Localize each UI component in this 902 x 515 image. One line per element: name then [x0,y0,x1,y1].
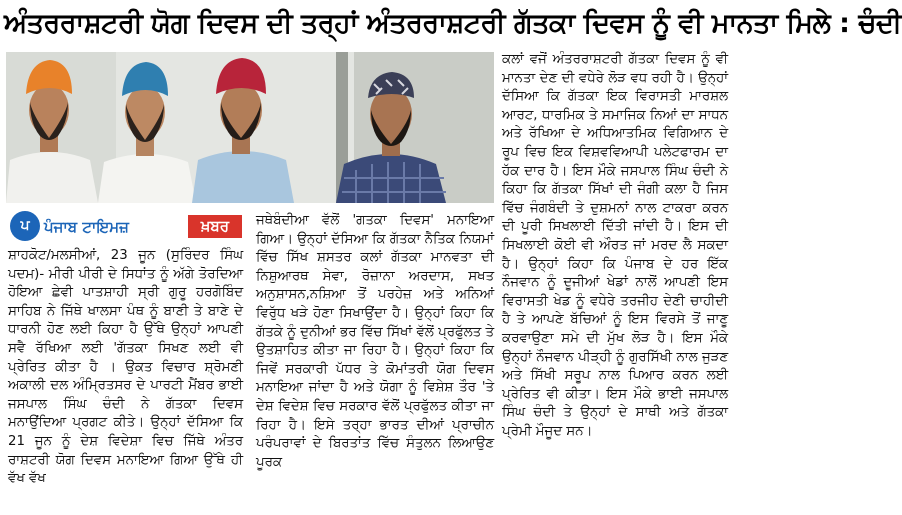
article-column-1 [8,247,243,509]
masthead [10,211,242,241]
article-column-2 [256,212,494,510]
masthead-brand: ਪੰਜਾਬ ਟਾਇਮਜ਼ [44,218,129,236]
news-tag-badge: ਖ਼ਬਰ [188,215,242,238]
punjab-times-logo-icon: ਪ [10,211,40,241]
column-3-text: ਕਲਾਂ ਵਜੋਂ ਅੰਤਰਰਾਸ਼ਟਰੀ ਗੱਤਕਾ ਦਿਵਸ ਨੂੰ ਵੀ ਮਾਨਤਾ ਦੇਣ ਦੀ ਵਧੇਰੇ ਲੋੜ ਵਧ ਰਹੀ ਹੈ। ਉਨ੍ਹਾਂ ਦੱਸਿਆ ਕਿ ਗੱਤਕਾ ਇਕ ਵਿਰਾਸਤੀ ਮਾਰਸ਼ਲ ਆਰਟ, ਧਾਰਮਿਕ ਤੇ ਸਮਾਜਿਕ ਨਿਆਂ ਦਾ ਸਾਧਨ ਅਤੇ ਰੱਖਿਆ ਦੇ ਅਧਿਆਤਮਿਕ ਵਿਗਿਆਨ ਦੇ ਰੂਪ ਵਿਚ ਇਕ ਵਿਸ਼ਵਵਿਆਪੀ ਪਲੇਟਫਾਰਮ ਦਾ ਹੱਕ ਦਾਰ ਹੈ। ਇਸ ਮੌਕੇ ਜਸਪਾਲ ਸਿੰਘ ਚੰਦੀ ਨੇ ਕਿਹਾ ਕਿ ਗੱਤਕਾ ਸਿੱਖਾਂ ਦੀ ਜੰਗੀ ਕਲਾ ਹੈ ਜਿਸ ਵਿੱਚ ਜੰਗਬੰਦੀ ਤੇ ਦੁਸ਼ਮਨਾਂ ਨਾਲ ਟਾਕਰਾ ਕਰਨ ਦੀ ਪੂਰੀ ਸਿਖਲਾਈ ਦਿੱਤੀ ਜਾਂਦੀ ਹੈ। ਇਸ ਦੀ ਸਿਖਲਾਈ ਕੋਈ ਵੀ ਔਰਤ ਜਾਂ ਮਰਦ ਲੈ ਸਕਦਾ ਹੈ। ਉਨ੍ਹਾਂ ਕਿਹਾ ਕਿ ਪੰਜਾਬ ਦੇ ਹਰ ਇੱਕ ਨੌਜਵਾਨ ਨੂੰ ਦੂਜੀਆਂ ਖੇਡਾਂ ਨਾਲੋਂ ਆਪਣੀ ਇਸ ਵਿਰਾਸਤੀ ਖੇਡ ਨੂੰ ਵਧੇਰੇ ਤਰਜੀਹ ਦੇਣੀ ਚਾਹੀਦੀ ਹੈ ਤੇ ਆਪਣੇ ਬੱਚਿਆਂ ਨੂੰ ਇਸ ਵਿਰਸੇ ਤੋਂ ਜਾਣੂ ਕਰਵਾਉਣਾ ਸਮੇ ਦੀ ਮੁੱਖ ਲੋੜ ਹੈ। ਇਸ ਮੌਕੇ ਉਨ੍ਹਾਂ ਨੌਜਵਾਨ ਪੀੜ੍ਹੀ ਨੂੰ ਗੁਰਸਿੱਖੀ ਨਾਲ ਜੁੜਣ ਅਤੇ ਸਿੱਖੀ ਸਰੂਪ ਨਾਲ ਪਿਆਰ ਕਰਨ ਲਈ ਪ੍ਰੇਰਿਤ ਵੀ ਕੀਤਾ। ਇਸ ਮੌਕੇ ਭਾਈ ਜਸਪਾਲ ਸਿੰਘ ਚੰਦੀ ਤੇ ਉਨ੍ਹਾਂ ਦੇ ਸਾਥੀ ਅਤੇ ਗੱਤਕਾ ਪ੍ਰੇਮੀ ਮੌਜੂਦ ਸਨ। [502,52,728,439]
column-2-text: ਜਥੇਬੰਦੀਆ ਵੱਲੋਂ 'ਗਤਕਾ ਦਿਵਸ' ਮਨਾਇਆ ਗਿਆ। ਉਨ੍ਹਾਂ ਦੱਸਿਆ ਕਿ ਗੱਤਕਾ ਨੈਤਿਕ ਨਿਯਮਾਂ ਵਿੱਚ ਸਿੱਖ ਸ਼ਸਤਰ ਕਲਾਂ ਗੱਤਕਾ ਮਾਨਵਤਾ ਦੀ ਨਿਸ਼ੁਆਰਥ ਸੇਵਾ, ਰੋਜ਼ਾਨਾ ਅਰਦਾਸ, ਸਖਤ ਅਨੁਸ਼ਾਸਨ,ਨਸ਼ਿਆ ਤੋਂ ਪਰਹੇਜ਼ ਅਤੇ ਅਨਿਆਂ ਵਿਰੁੱਧ ਖੜੇ ਹੋਣਾ ਸਿਖਾਉਂਦਾ ਹੈ। ਉਨ੍ਹਾਂ ਕਿਹਾ ਕਿ ਗੱਤਕੇ ਨੂੰ ਦੁਨੀਆਂ ਭਰ ਵਿੱਚ ਸਿੱਖਾਂ ਵੱਲੋਂ ਪ੍ਰਫੁੱਲਤ ਤੇ ਉਤਸ਼ਾਹਿਤ ਕੀਤਾ ਜਾ ਰਿਹਾ ਹੈ। ਉਨ੍ਹਾਂ ਕਿਹਾ ਕਿ ਜਿਵੇਂ ਸਰਕਾਰੀ ਪੱਧਰ ਤੇ ਕੋਮਾਂਤਰੀ ਯੋਗ ਦਿਵਸ ਮਨਾਇਆ ਜਾਂਦਾ ਹੈ ਅਤੇ ਯੋਗਾ ਨੂੰ ਵਿਸ਼ੇਸ਼ ਤੌਰ 'ਤੇ ਦੇਸ਼ ਵਿਦੇਸ਼ ਵਿਚ ਸਰਕਾਰ ਵੱਲੋਂ ਪ੍ਰਫੁੱਲਤ ਕੀਤਾ ਜਾ ਰਿਹਾ ਹੈ। ਇਸੇ ਤਰ੍ਹਾ ਭਾਰਤ ਦੀਆਂ ਪ੍ਰਾਚੀਨ ਪਰੰਪਰਾਵਾਂ ਦੇ ਬਿਰਤਾਂਤ ਵਿੱਚ ਸੰਤੁਲਨ ਲਿਆਉਣ ਪੂਰਕ [256,213,494,470]
news-photo [6,52,494,203]
article-column-3 [502,51,728,511]
column-1-text: ਸ਼ਾਹਕੋਟ/ਮਲਸੀਆਂ, 23 ਜੂਨ (ਸੁਰਿੰਦਰ ਸਿੰਘ ਪਦਮ)- ਮੀਰੀ ਪੀਰੀ ਦੇ ਸਿਧਾਂਤ ਨੂੰ ਅੱਗੇ ਤੋਰਦਿਆ ਹੋਇਆ ਛੇਵੀ ਪਾਤਸ਼ਾਹੀ ਸ੍ਰੀ ਗੁਰੂ ਹਰਗੋਬਿੰਦ ਸਾਹਿਬ ਨੇ ਜਿੱਥੇ ਖਾਲਸਾ ਪੰਥ ਨੂੰ ਬਾਣੀ ਤੇ ਬਾਣੇ ਦੇ ਧਾਰਨੀ ਹੋਣ ਲਈ ਕਿਹਾ ਹੈ ਉੱਥੇ ਉਨ੍ਹਾਂ ਆਪਣੀ ਸਵੈ ਰੱਖਿਆ ਲਈ 'ਗੱਤਕਾ ਸਿਖਣ ਲਈ ਵੀ ਪ੍ਰੇਰਿਤ ਕੀਤਾ ਹੈ । ਉਕਤ ਵਿਚਾਰ ਸ਼੍ਰੋਮਣੀ ਅਕਾਲੀ ਦਲ ਅੰਮ੍ਰਿਤਸਰ ਦੇ ਪਾਰਟੀ ਮੈਂਬਰ ਭਾਈ ਜਸਪਾਲ ਸਿੰਘ ਚੰਦੀ ਨੇ ਗੱਤਕਾ ਦਿਵਸ ਮਨਾਉਂਦਿਆ ਪ੍ਰਗਟ ਕੀਤੇ। ਉਨ੍ਹਾਂ ਦੱਸਿਆ ਕਿ 21 ਜੂਨ ਨੂੰ ਦੇਸ਼ ਵਿਦੇਸ਼ਾ ਵਿਚ ਜਿੱਥੇ ਅੰਤਰ ਰਾਸ਼ਟਰੀ ਯੋਗ ਦਿਵਸ ਮਨਾਇਆ ਗਿਆ ਉੱਥੇ ਹੀ ਵੱਖ ਵੱਖ [8,248,243,487]
headline: ਅੰਤਰਰਾਸ਼ਟਰੀ ਯੋਗ ਦਿਵਸ ਦੀ ਤਰ੍ਹਾਂ ਅੰਤਰਰਾਸ਼ਟਰੀ ਗੱਤਕਾ ਦਿਵਸ ਨੂੰ ਵੀ ਮਾਨਤਾ ਮਿਲੇ : ਚੰਦੀ [4,8,902,39]
